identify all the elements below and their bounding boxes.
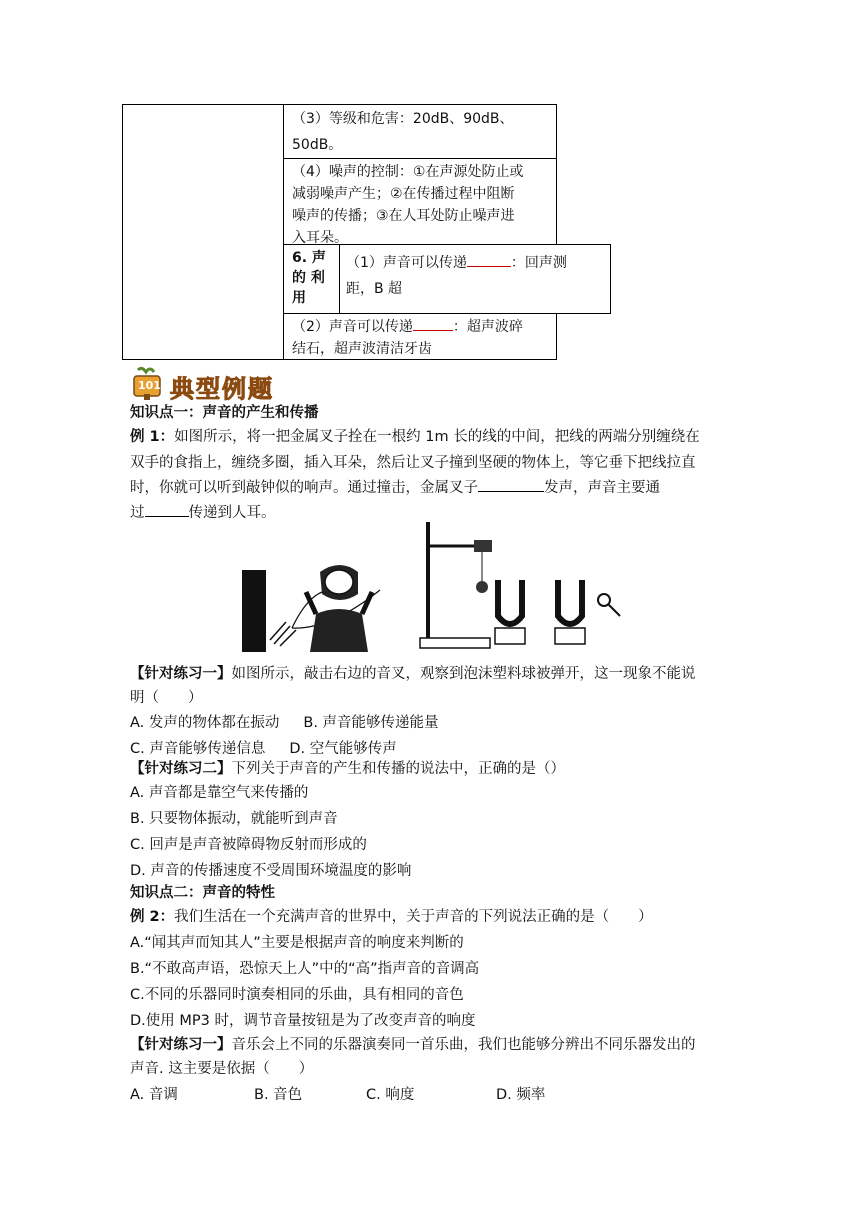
banner-title: 典型例题 <box>170 375 274 403</box>
example-1 <box>130 425 700 449</box>
option-c[interactable]: C.不同的乐器同时演奏相同的乐曲，具有相同的音色 <box>130 987 464 1003</box>
cell-line: ：回声测 <box>510 255 567 271</box>
table-border <box>339 244 340 314</box>
typical-examples-banner <box>130 366 290 403</box>
cell-line: 的 利 <box>292 270 325 286</box>
text-span: 如图所示，敲击右边的音叉，观察到泡沫塑料球被弹开，这一现象不能说 <box>231 666 696 682</box>
table-border <box>283 313 611 314</box>
practice-label: 【针对练习二】 <box>130 761 232 777</box>
mallet-icon <box>598 594 620 616</box>
text-line: 如图所示，将一把金属叉子拴在一根约 1m 长的线的中间，把线的两端分别缠绕在 <box>174 429 700 445</box>
cell-line: 用 <box>292 290 306 306</box>
practice-label: 【针对练习一】 <box>130 1037 232 1053</box>
text-span: 音乐会上不同的乐器演奏同一首乐曲，我们也能够分辨出不同乐器发出的 <box>231 1037 696 1053</box>
option-d[interactable]: D. 声音的传播速度不受周围环境温度的影响 <box>130 863 412 879</box>
fill-blank[interactable] <box>478 477 544 492</box>
text-span: 过 <box>130 505 145 521</box>
text-line: 明（ ） <box>130 690 203 706</box>
table-border <box>122 104 556 105</box>
tuning-fork-right <box>555 580 585 644</box>
cell-line: 距，B 超 <box>346 281 403 297</box>
option-row <box>130 711 439 735</box>
fill-blank[interactable] <box>413 316 453 331</box>
cell-line: ：超声波碎 <box>452 319 523 335</box>
fill-blank[interactable] <box>145 502 189 517</box>
option-c[interactable]: C. 声音能够传递信息 <box>130 741 266 757</box>
table-border <box>283 158 556 159</box>
example-label: 例 1： <box>130 429 175 445</box>
cell-line: （3）等级和危害：20dB、90dB、 <box>292 111 514 127</box>
option-d[interactable]: D. 空气能够传声 <box>289 741 397 757</box>
option-a[interactable]: A. 声音都是靠空气来传播的 <box>130 785 309 801</box>
cell-noise-grade <box>292 108 514 156</box>
cell-line: 50dB。 <box>292 137 343 153</box>
banner-badge: 101 <box>138 379 161 392</box>
cell-use-info <box>346 250 567 302</box>
practice-label: 【针对练习一】 <box>130 666 232 682</box>
cell-line: 结石，超声波清洁牙齿 <box>292 341 432 357</box>
fork-shape <box>270 622 296 646</box>
option-a[interactable]: A.“闻其声而知其人”主要是根据声音的响度来判断的 <box>130 935 464 951</box>
example-label: 例 2： <box>130 909 175 925</box>
text-line <box>130 757 565 781</box>
example-2 <box>130 905 653 929</box>
cell-line: 入耳朵。 <box>292 230 348 246</box>
cell-line: 6. 声 <box>292 250 326 266</box>
option-b[interactable]: B.“不敢高声语，恐惊天上人”中的“高”指声音的音调高 <box>130 961 480 977</box>
option-c[interactable]: C. 响度 <box>366 1087 415 1103</box>
option-b[interactable]: B. 音色 <box>254 1087 303 1103</box>
table-border <box>283 104 284 360</box>
option-b[interactable]: B. 只要物体振动，就能听到声音 <box>130 811 338 827</box>
cell-line: （1）声音可以传递 <box>346 255 467 271</box>
option-b[interactable]: B. 声音能够传递能量 <box>303 715 439 731</box>
text-line <box>130 662 696 686</box>
option-a[interactable]: A. 发声的物体都在振动 <box>130 715 280 731</box>
stand-with-ball <box>420 522 492 648</box>
text-span: 我们生活在一个充满声音的世界中，关于声音的下列说法正确的是（ ） <box>174 909 653 925</box>
cell-line: （4）噪声的控制：①在声源处防止或 <box>292 164 524 180</box>
option-a[interactable]: A. 音调 <box>130 1087 178 1103</box>
section-heading: 知识点二：声音的特性 <box>130 885 275 901</box>
option-c[interactable]: C. 回声是声音被障碍物反射而形成的 <box>130 837 367 853</box>
text-span: 发声，声音主要通 <box>544 480 660 496</box>
text-span: 传递到人耳。 <box>188 505 276 521</box>
cell-use-energy <box>292 316 523 360</box>
person-figure <box>306 565 372 652</box>
text-line <box>130 1033 696 1057</box>
text-line: 双手的食指上，缠绕多圈，插入耳朵，然后让叉子撞到坚硬的物体上，等它垂下把线拉直 <box>130 455 696 471</box>
section-heading: 知识点一：声音的产生和传播 <box>130 405 319 421</box>
fill-blank[interactable] <box>467 252 511 267</box>
text-span: 下列关于声音的产生和传播的说法中，正确的是（） <box>231 761 565 777</box>
experiment-illustration <box>240 520 630 658</box>
table-border <box>556 104 557 244</box>
cell-line: （2）声音可以传递 <box>292 319 413 335</box>
table-border <box>610 244 611 314</box>
text-line <box>130 476 660 500</box>
cell-noise-control <box>292 161 523 249</box>
wall-shape <box>242 570 266 652</box>
table-border <box>556 313 557 360</box>
tuning-fork-left <box>495 580 525 644</box>
table-border <box>122 104 123 360</box>
text-line: 声音. 这主要是依据（ ） <box>130 1061 314 1077</box>
text-span: 时，你就可以听到敲钟似的响声。通过撞击，金属叉子 <box>130 480 478 496</box>
option-d[interactable]: D. 频率 <box>496 1087 546 1103</box>
cell-line: 减弱噪声产生；②在传播过程中阻断 <box>292 186 515 202</box>
cell-line: 噪声的传播；③在人耳处防止噪声进 <box>292 208 515 224</box>
option-d[interactable]: D.使用 MP3 时，调节音量按钮是为了改变声音的响度 <box>130 1013 476 1029</box>
cell-use-header <box>292 248 326 308</box>
